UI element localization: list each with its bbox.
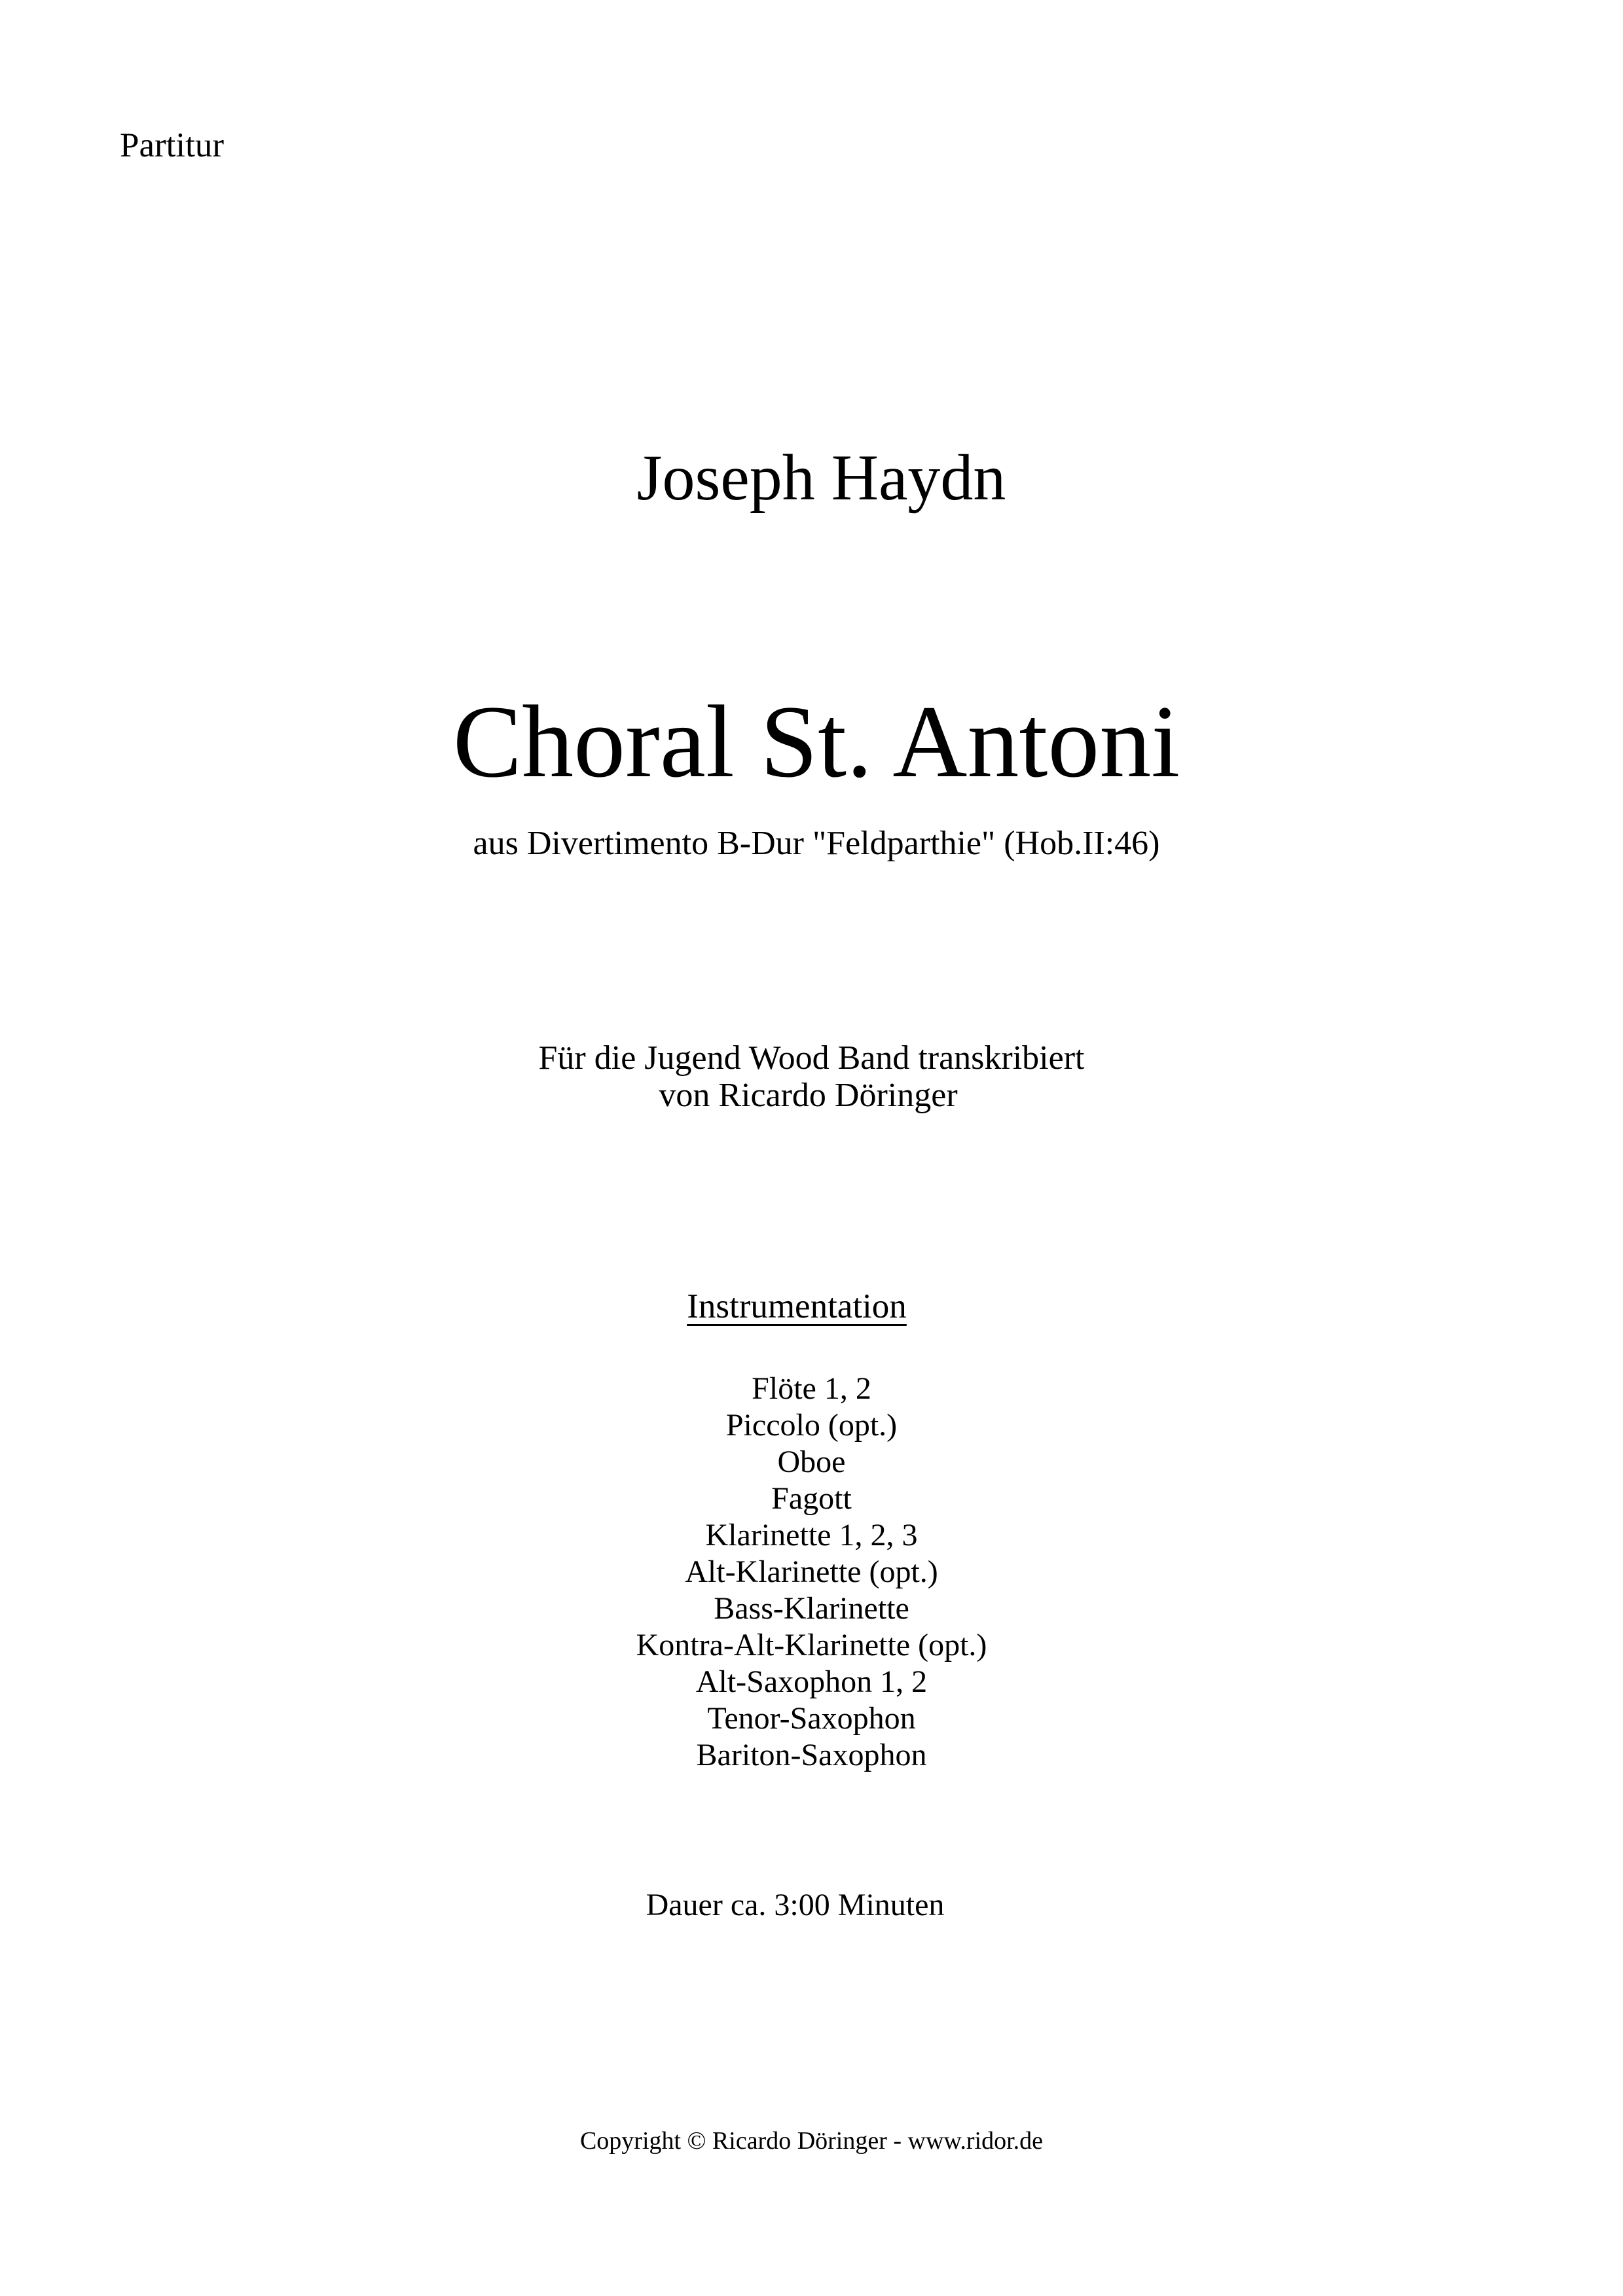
copyright-notice: Copyright © Ricardo Döringer - www.ridor.de (579, 2127, 1044, 2155)
instrument-item: Piccolo (opt.) (725, 1408, 898, 1443)
duration-note: Dauer ca. 3:00 Minuten (646, 1888, 945, 1922)
instrumentation-list (0, 1371, 1623, 1774)
arranger-line-1: Für die Jugend Wood Band transkribiert (538, 1039, 1085, 1077)
instrument-item: Alt-Klarinette (opt.) (685, 1554, 938, 1589)
instrument-item: Fagott (771, 1481, 852, 1516)
instrumentation-heading: Instrumentation (687, 1287, 907, 1325)
arranger-line-2: von Ricardo Döringer (659, 1077, 958, 1114)
instrument-item: Tenor-Saxophon (707, 1701, 916, 1736)
instrument-item: Kontra-Alt-Klarinette (opt.) (636, 1628, 987, 1662)
instrument-item: Bass-Klarinette (714, 1591, 909, 1626)
composer-name: Joseph Haydn (636, 441, 1006, 514)
piece-title: Choral St. Antoni (452, 685, 1180, 799)
instrument-item: Klarinette 1, 2, 3 (705, 1518, 918, 1552)
arranger-credit (0, 1039, 1623, 1114)
piece-subtitle: aus Divertimento B-Dur "Feldparthie" (Hob.II:46) (473, 825, 1160, 862)
score-type-label: Partitur (120, 126, 224, 164)
instrument-item: Flöte 1, 2 (752, 1371, 871, 1406)
instrument-item: Bariton-Saxophon (696, 1738, 927, 1772)
instrument-item: Alt-Saxophon 1, 2 (695, 1664, 928, 1699)
instrument-item: Oboe (777, 1444, 846, 1479)
